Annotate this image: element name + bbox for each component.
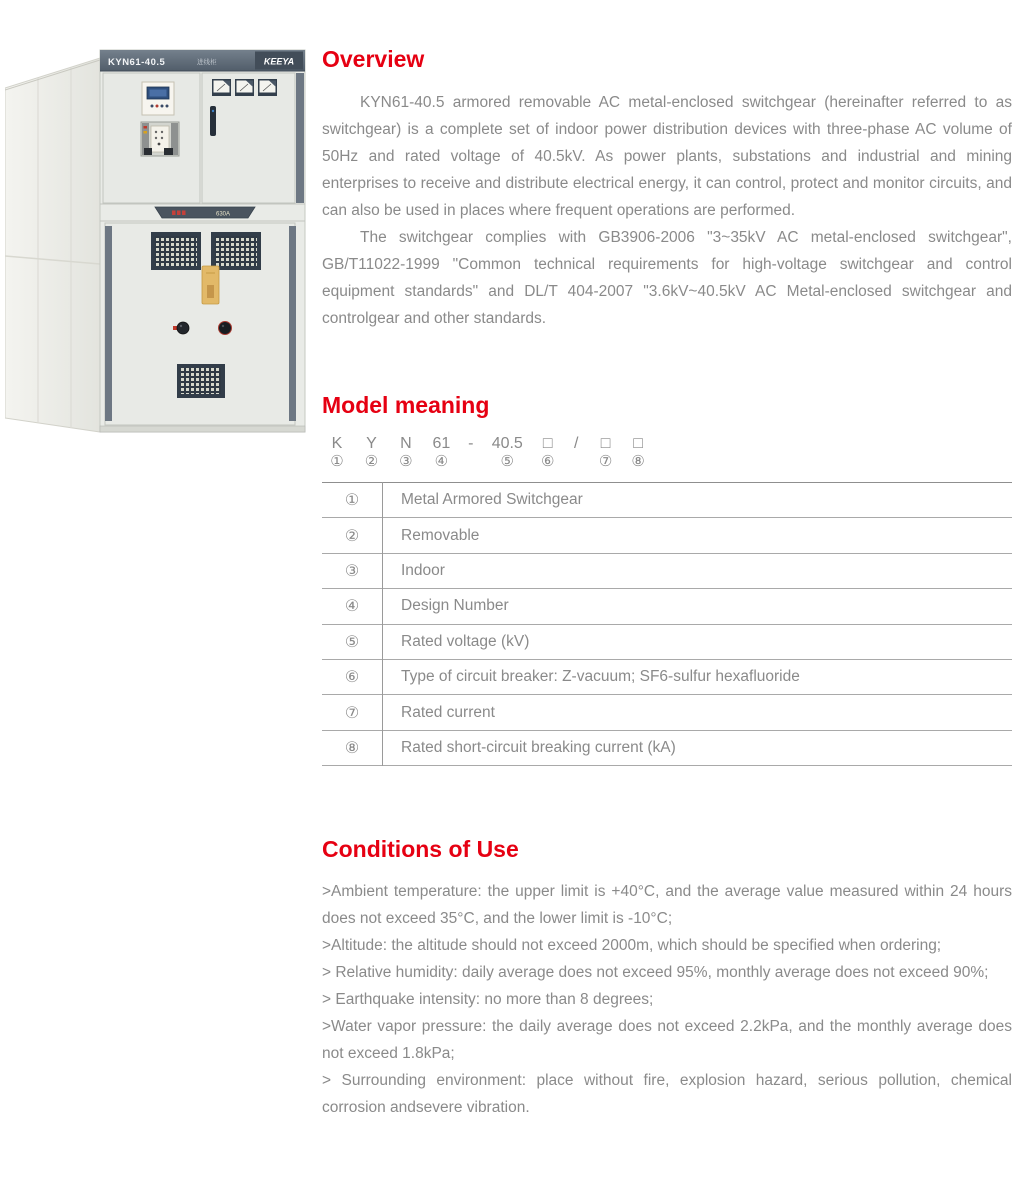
meter-gauges [212,79,277,96]
table-row [322,659,1012,694]
condition-item: > Earthquake intensity: no more than 8 degrees; [322,991,654,1008]
cabinet-cn-label: 进线柜 [197,59,217,66]
row-description: Design Number [401,597,509,615]
model-meaning-heading: Model meaning [322,392,490,418]
brass-label [202,266,219,304]
table-row [322,589,1012,624]
table-row [322,624,1012,659]
code-token: □ ⑥ [540,435,555,470]
table-row [322,730,1012,765]
row-description: Rated current [401,703,495,721]
table-row [322,553,1012,588]
condition-item: > Relative humidity: daily average does not exceed 95%, monthly average does not exceed 90%; [322,964,989,981]
model-meaning-table [322,482,1012,766]
code-token: 61 ④ [432,435,451,470]
control-unit [141,122,179,156]
row-description: Rated voltage (kV) [401,632,530,650]
table-row [322,483,1012,518]
rating-plate [155,207,255,218]
cabinet-model-label: KYN61-40.5 [108,57,166,68]
cabinet-side-panel [5,58,100,432]
row-number: ② [322,518,383,553]
code-token: K ① [330,435,344,470]
condition-item: >Altitude: the altitude should not exceed 2000m, which should be specified when ordering; [322,937,942,954]
product-image [5,42,310,442]
conditions-section [322,836,1012,1121]
model-code-diagram [322,435,1012,470]
brand-logo: KEEYA [263,56,295,67]
door-handle [210,106,216,136]
condition-item: >Water vapor pressure: the daily average does not exceed 2.2kPa, and the monthly average does not exceed 1.8kPa; [322,1018,1012,1062]
cabinet-name-strip [100,50,305,71]
code-token: N ③ [399,435,413,470]
row-number: ④ [322,589,383,624]
row-number: ⑥ [322,659,383,694]
row-number: ⑧ [322,730,383,765]
row-description: Removable [401,526,480,544]
model-meaning-section [322,392,1012,766]
cabinet-base [100,426,305,432]
overview-paragraph-2: The switchgear complies with GB3906-2006 "3~35kV AC metal-enclosed switchgear", GB/T11022-1999 "Common technical requirements for high-voltage switchgear and control equipment standards" and DL/T 404-2007 "3.6kV~40.5kV AC Metal-enclosed switchgear and controlgear and other standards. [322,229,1012,327]
row-number: ① [322,483,383,518]
row-description: Type of circuit breaker: Z-vacuum; SF6-sulfur hexafluoride [401,668,800,686]
table-row [322,695,1012,730]
overview-heading: Overview [322,46,425,72]
code-token: □ ⑧ [631,435,645,470]
condition-item: > Surrounding environment: place without fire, explosion hazard, serious pollution, chemical corrosion andsevere vibration. [322,1072,1012,1116]
row-number: ⑤ [322,624,383,659]
plate-current-label: 630A [215,211,231,218]
overview-paragraph-1: KYN61-40.5 armored removable AC metal-enclosed switchgear (hereinafter referred to as switchgear) is a complete set of indoor power distribution devices with three-phase AC volume of 50Hz and rated voltage of 40.5kV. As power plants, substations and industrial and mining enterprises to receive and distribute electrical energy, it can control, protect and monitor circuits, and can also be used in places where frequent operations are performed. [322,94,1012,219]
code-token: 40.5 ⑤ [491,435,523,470]
code-token: Y ② [364,435,379,470]
bottom-grille [177,364,225,398]
overview-section [322,46,1012,332]
row-number: ③ [322,553,383,588]
table-row [322,518,1012,553]
row-description: Indoor [401,561,445,579]
conditions-heading: Conditions of Use [322,836,519,862]
condition-item: >Ambient temperature: the upper limit is +40°C, and the average value measured within 24 hours does not exceed 35°C, and the lower limit is -10°C; [322,883,1012,927]
switchgear-cabinet-illustration [5,42,310,442]
code-token: / [573,435,579,452]
code-token: - [468,435,474,452]
row-description: Metal Armored Switchgear [401,491,583,509]
row-number: ⑦ [322,695,383,730]
code-token: □ ⑦ [598,435,613,470]
row-description: Rated short-circuit breaking current (kA) [401,738,676,756]
relay-device [142,82,174,115]
